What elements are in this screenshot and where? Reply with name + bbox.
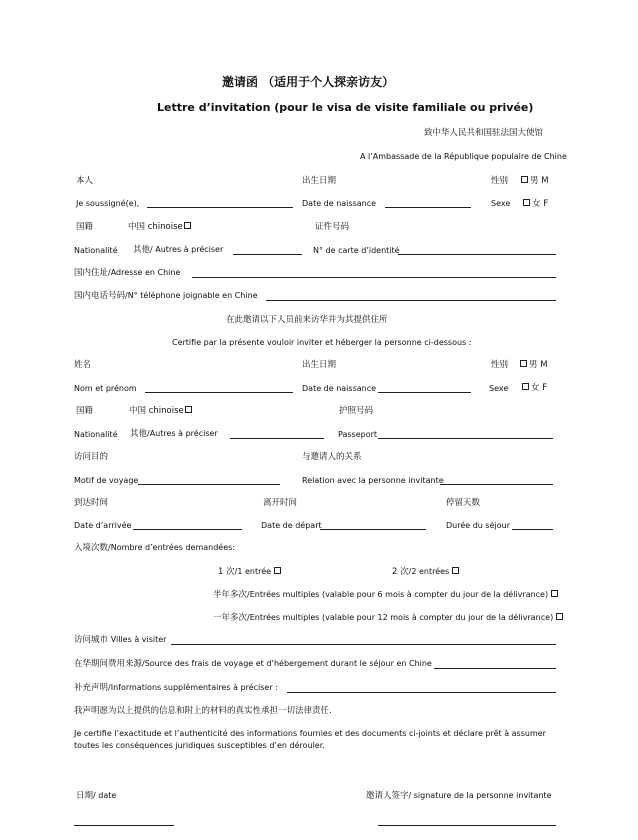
- inviter-name-label-zh: 本人: [76, 176, 94, 186]
- recipient-french: A l’Ambassade de la République populaire de Chine: [360, 152, 567, 161]
- checkbox-icon[interactable]: [551, 590, 558, 597]
- invitee-passport-label-fr: Passeport: [338, 430, 378, 439]
- signature-label: 邀请人签字/ signature de la personne invitante: [366, 791, 552, 801]
- date-field[interactable]: [74, 825, 174, 826]
- signature-field[interactable]: [378, 825, 556, 826]
- declaration-french-line1: Je certifie l’exactitude et l’authenticité des informations fournies et des documents ci-joints et déclare prêt à assumer: [74, 729, 546, 738]
- invitee-cities-field[interactable]: [171, 644, 556, 645]
- recipient-chinese: 致中华人民共和国驻法国大使馆: [424, 128, 544, 138]
- invitee-info-field[interactable]: [287, 692, 556, 693]
- invitee-departure-label-zh: 离开时间: [263, 498, 298, 508]
- inviter-addr-label: 国内住址/Adresse en Chine: [74, 268, 181, 278]
- invitee-other-field[interactable]: [230, 438, 324, 439]
- invitee-departure-label-fr: Date de départ: [261, 521, 322, 530]
- invitee-motive-label-fr: Motif de voyage: [74, 476, 139, 485]
- invitee-motive-label-zh: 访问目的: [74, 452, 109, 462]
- invitee-nat-label-zh: 国籍: [76, 406, 94, 416]
- invitee-departure-field[interactable]: [320, 529, 426, 530]
- invitee-other-label: 其他/Autres à préciser: [130, 429, 218, 439]
- invitee-arrival-label-fr: Date d’arrivée: [74, 521, 132, 530]
- inviter-name-field[interactable]: [147, 207, 293, 208]
- title-french: Lettre d’invitation (pour le visa de visite familiale ou privée): [157, 101, 534, 114]
- inviter-sex-label-zh: 性别: [491, 176, 509, 186]
- invitee-sexe-label-fr: Sexe: [489, 384, 509, 393]
- invitee-passport-label-zh: 护照号码: [339, 406, 374, 416]
- invitee-stay-field[interactable]: [512, 529, 553, 530]
- inviter-nat-china-option[interactable]: 中国 chinoise: [128, 222, 193, 232]
- checkbox-icon[interactable]: [523, 199, 530, 206]
- invitee-cities-label: 访问城市 Villes à visiter: [74, 635, 167, 645]
- invitee-info-label: 补充声明/Informations supplémentaires à préciser :: [74, 683, 278, 693]
- declaration-chinese: 我声明愿为以上提供的信息和附上的材料的真实性承担一切法律责任.: [74, 706, 332, 716]
- checkbox-icon[interactable]: [520, 360, 527, 367]
- declaration-french-line2: toutes les conséquences juridiques susceptibles d’en dérouler.: [74, 741, 325, 750]
- invitee-dob-label-zh: 出生日期: [302, 360, 337, 370]
- invitee-relation-label-zh: 与邀请人的关系: [302, 452, 362, 462]
- checkbox-icon[interactable]: [274, 567, 281, 574]
- inviter-female-option[interactable]: 女 F: [523, 199, 548, 209]
- entries-two-option[interactable]: 2 次/2 entrées: [392, 567, 461, 577]
- invitee-stay-label-zh: 停留天数: [446, 498, 481, 508]
- inviter-other-label: 其他/ Autres à préciser: [133, 245, 224, 255]
- invitee-female-option[interactable]: 女 F: [522, 383, 547, 393]
- certify-chinese: 在此邀请以下人员前来访华并为其提供住所: [226, 315, 388, 325]
- invitee-costs-label: 在华期间费用来源/Source des frais de voyage et d’hébergement durant le séjour en Chine: [74, 659, 432, 669]
- invitee-nat-label-fr: Nationalité: [74, 430, 118, 439]
- inviter-other-field[interactable]: [233, 254, 302, 255]
- inviter-idno-label-zh: 证件号码: [315, 222, 350, 232]
- certify-french: Certifie par la présente vouloir inviter et héberger la personne ci-dessous :: [172, 338, 472, 347]
- inviter-nat-label-fr: Nationalité: [74, 246, 118, 255]
- invitee-name-label-fr: Nom et prénom: [74, 384, 137, 393]
- invitee-dob-field[interactable]: [378, 392, 471, 393]
- inviter-phone-field[interactable]: [266, 300, 556, 301]
- checkbox-icon[interactable]: [556, 613, 563, 620]
- inviter-addr-field[interactable]: [192, 277, 556, 278]
- invitee-name-field[interactable]: [145, 392, 293, 393]
- inviter-name-label-fr: Je soussigné(e),: [76, 199, 140, 208]
- inviter-dob-label-fr: Date de naissance: [302, 199, 377, 208]
- invitee-passport-field[interactable]: [378, 438, 553, 439]
- invitee-male-option[interactable]: 男 M: [520, 360, 548, 370]
- inviter-phone-label: 国内电话号码/N° téléphone joignable en Chine: [74, 291, 258, 301]
- inviter-male-option[interactable]: 男 M: [521, 176, 549, 186]
- invitee-stay-label-fr: Durée du séjour: [446, 521, 510, 530]
- checkbox-icon[interactable]: [184, 222, 191, 229]
- invitee-relation-label-fr: Relation avec la personne invitante: [302, 476, 444, 485]
- inviter-idno-field[interactable]: [398, 254, 556, 255]
- invitee-relation-field[interactable]: [440, 484, 553, 485]
- invitee-nat-china-option[interactable]: 中国 chinoise: [129, 406, 194, 416]
- entries-half-year-option[interactable]: 半年多次/Entrées multiples (valable pour 6 mois à compter du jour de la délivrance): [213, 590, 560, 600]
- inviter-sexe-label-fr: Sexe: [491, 199, 511, 208]
- invitee-arrival-label-zh: 到达时间: [74, 498, 109, 508]
- invitee-dob-label-fr: Date de naissance: [302, 384, 377, 393]
- checkbox-icon[interactable]: [521, 176, 528, 183]
- date-label: 日期/ date: [76, 791, 117, 801]
- invitee-entries-label: 入境次数/Nombre d’entrées demandées:: [74, 543, 236, 553]
- checkbox-icon[interactable]: [452, 567, 459, 574]
- inviter-dob-label-zh: 出生日期: [302, 176, 337, 186]
- checkbox-icon[interactable]: [185, 406, 192, 413]
- invitee-motive-field[interactable]: [138, 484, 280, 485]
- invitee-sex-label-zh: 性别: [491, 360, 509, 370]
- inviter-idno-label-fr: N° de carte d’identité: [313, 246, 400, 255]
- invitee-costs-field[interactable]: [434, 668, 556, 669]
- inviter-nat-label-zh: 国籍: [76, 222, 94, 232]
- title-chinese: 邀请函 （适用于个人探亲访友）: [222, 75, 395, 89]
- invitee-name-label-zh: 姓名: [74, 360, 92, 370]
- entries-one-year-option[interactable]: 一年多次/Entrées multiples (valable pour 12 mois à compter du jour de la délivrance): [213, 613, 565, 623]
- checkbox-icon[interactable]: [522, 383, 529, 390]
- entries-one-option[interactable]: 1 次/1 entrée: [218, 567, 283, 577]
- invitee-arrival-field[interactable]: [133, 529, 242, 530]
- inviter-dob-field[interactable]: [385, 207, 471, 208]
